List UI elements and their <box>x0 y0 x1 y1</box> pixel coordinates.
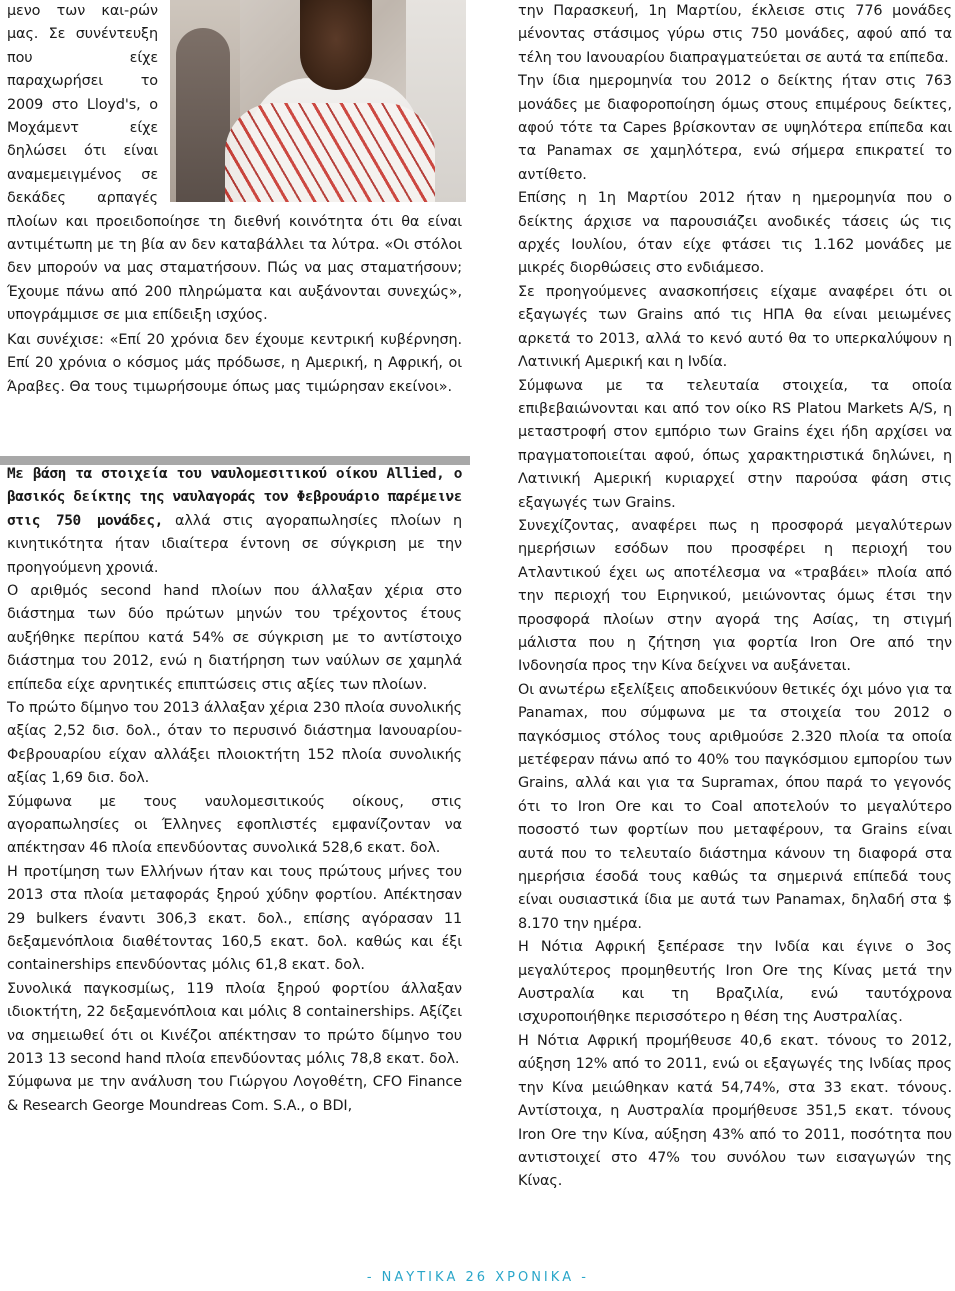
page-footer <box>0 1270 955 1285</box>
lead-paragraph <box>7 463 462 580</box>
paragraph: Την ίδια ημερομηνία του 2012 ο δείκτης ήταν στις 763 μονάδες με διαφοροποίηση όμως στους επιμέρους δείκτες, αφού τότε τα Capes βρίσκονταν σε υψηλότερα επίπεδα και τα Panamax σε χαμηλότερα, ενώ σήμερα επικρατεί το αντίθετο. <box>518 73 952 183</box>
section-divider <box>0 456 470 465</box>
lead-rest: αλλά στις αγοραπωλησίες πλοίων η κινητικότητα ήταν ιδιαίτερα έντονη σε σύγκριση με την προηγούμενη χρονιά. <box>7 512 462 576</box>
lead-bold: Με βάση τα στοιχεία του ναυλομεσιτικού οίκου Allied, ο βασικός δείκτης της ναυλαγοράς τον Φεβρουάριο παρέμεινε στις 750 μονάδες, <box>7 465 462 529</box>
footer-prefix: - ΝΑΥΤΙΚΑ <box>366 1270 466 1285</box>
paragraph: Η προτίμηση των Ελλήνων ήταν και τους πρώτους μήνες του 2013 στα πλοία μεταφοράς ξηρού χύδην φορτίου. Απέκτησαν 29 bulkers έναντι 306,3 εκατ. δολ., επίσης αγόρασαν 11 δεξαμενόπλοια διαθέτοντας 160,5 εκατ. δολ. καθώς και έξι containerships επενδύοντας μόλις 61,8 εκατ. δολ. <box>7 863 462 974</box>
paragraph: Σύμφωνα με τα τελευταία στοιχεία, τα οποία επιβεβαιώνονται και από τον οίκο RS Platou Markets A/S, η μεταστροφή στον εμπόριο των Grains έχει ήδη αρχίσει να πραγματοποιείται αφού, όπως χαρακτηριστικά δηλώνει, η Λατινική Αμερική κυριαρχεί στην παρούσα φάση στις εξαγωγές των Grains. <box>518 377 952 511</box>
paragraph: Σύμφωνα με την ανάλυση του Γιώργου Λογοθέτη, CFO Finance & Research George Moundreas Com. S.A., ο BDI, <box>7 1074 462 1114</box>
paragraph: Συνεχίζοντας, αναφέρει πως η προσφορά μεγαλύτερων ημερήσιων εσόδων που προσφέρει η περιοχή του Ατλαντικού έχει ως αποτέλεσμα να «τραβάει» πλοία από την περιοχή του Ειρηνικού, μειώνοντας όμως έτσι την προσφορά πλοίων στην αγορά της Ασίας, τη στιγμή μάλιστα που η ζήτηση για φορτία Iron Ore από την Ινδονησία προς την Κίνα δείχνει να αυξάνεται. <box>518 517 952 675</box>
quote-paragraph: Και συνέχισε: «Επί 20 χρόνια δεν έχουμε κεντρική κυβέρνηση. Επί 20 χρόνια ο κόσμος μάς πρόδωσε, η Αμερική, η Αφρική, οι Άραβες. Θα τους τιμωρήσουμε όπως μας τιμώρησαν εκείνοι». <box>7 331 462 395</box>
paragraph: Σε προηγούμενες ανασκοπήσεις είχαμε αναφέρει ότι οι εξαγωγές των Grains από τις ΗΠΑ θα είναι μειωμένες αρκετά το 2013, αλλά το κενό αυτό θα το υπερκαλύψουν η Λατινική Αμερική και η Ινδία. <box>518 283 952 371</box>
paragraph: μενο των και-ρών μας. Σε συνέντευξη που είχε παραχωρήσει το 2009 στο Lloyd's, ο Μοχάμεντ είχε δηλώσει ότι είναι αναμεμειγμένος σε δεκάδες αρπαγές πλοίων και προειδοποίησε τη διεθνή κοινότητα ότι θα είναι αντιμέτωπη με τη βία αν δεν καταβάλλει τα λύτρα. «Οι στόλοι δεν μπορούν να μας σταματήσουν. Πώς να μας σταματήσουν; Έχουμε πάνω από 200 πληρώματα και αυξάνονται συνεχώς», υπογράμμισε σε μια επίδειξη ισχύος. <box>7 3 462 324</box>
footer-label <box>367 1270 589 1285</box>
paragraph: Σύμφωνα με τους ναυλομεσιτικούς οίκους, στις αγοραπωλησίες οι Έλληνες εφοπλιστές εμφανίζονταν να απέκτησαν 46 πλοία επενδύοντας συνολικά 528,6 εκατ. δολ. <box>7 793 462 857</box>
paragraph: Η Νότια Αφρική ξεπέρασε την Ινδία και έγινε ο 3ος μεγαλύτερος προμηθευτής Iron Ore της Κίνας μετά την Αυστραλία και τη Βραζιλία, ενώ ταυτόχρονα ισχυροποιήθηκε περισσότερο η θέση της Αυστραλίας. <box>518 939 952 1026</box>
paragraph: Συνολικά παγκοσμίως, 119 πλοία ξηρού φορτίου άλλαξαν ιδιοκτήτη, 22 δεξαμενόπλοια και μόλις 8 containerships. Αξίζει να σημειωθεί ότι οι Κινέζοι απέκτησαν το πρώτο δίμηνο του 2013 13 second hand πλοία επενδύοντας μόλις 78,8 εκατ. δολ. <box>7 980 462 1068</box>
paragraph: Επίσης η 1η Μαρτίου 2012 ήταν η ημερομηνία που ο δείκτης άρχισε να παρουσιάζει ανοδικές τάσεις ώς τις αρχές Ιουλίου, όταν είχε φτάσει τις 1.162 μονάδες με μικρές διορθώσεις στο ενδιάμεσο. <box>518 190 952 277</box>
paragraph: Η Νότια Αφρική προμήθευσε 40,6 εκατ. τόνους το 2012, αύξηση 12% από το 2011, ενώ οι εξαγωγές της Ινδίας προς την Κίνα μειώθηκαν κατά 54,74%, στα 33 εκατ. τόνους. Αντίστοιχα, η Αυστραλία προμήθευσε 351,5 εκατ. τόνους Iron Ore την Κίνα, αύξηση 43% από το 2011, ποσότητα που αντιστοιχεί στο 47% του συνόλου των εισαγωγών της Κίνας. <box>518 1032 952 1190</box>
right-column <box>518 0 952 1194</box>
page-number: 26 <box>465 1270 489 1285</box>
left-column <box>7 0 462 1118</box>
article-photo <box>170 0 466 202</box>
footer-suffix: ΧΡΟΝΙΚΑ - <box>488 1270 589 1285</box>
paragraph: Ο αριθμός second hand πλοίων που άλλαξαν χέρια στο διάστημα των δύο πρώτων μηνών του τρέχοντος έτους αυξήθηκε περίπου κατά 54% σε σύγκριση με το αντίστοιχο διάστημα του 2012, ενώ η διατήρηση των ναύλων σε χαμηλά επίπεδα είχε αρνητικές επιπτώσεις στις αξίες των πλοίων. <box>7 582 462 693</box>
paragraph: την Παρασκευή, 1η Μαρτίου, έκλεισε στις 776 μονάδες μένοντας στάσιμος γύρω στις 750 μονάδες, αφού από τα τέλη του Ιανουαρίου διαπραγματεύεται σε αυτά τα επίπεδα. <box>518 3 952 66</box>
paragraph: Οι ανωτέρω εξελίξεις αποδεικνύουν θετικές όχι μόνο για τα Panamax, που σύμφωνα με τα στοιχεία του 2012 ο παγκόσμιος στόλος τους αριθμούσε 2.320 πλοία τα οποία μετέφεραν πάνω από το 40% του παγκόσμιου εμπορίου των Grains, αλλά και για τα Supramax, όπου παρά το γεγονός ότι το Iron Ore και το Coal αποτελούν το μεγαλύτερο ποσοστό των φορτίων που μεταφέρουν, τα Grains είναι αυτά που το τελευταίο διάστημα κάνουν τη διαφορά στα ημερήσια έσοδά τους καθώς τα σημερινά επίπεδά τους είναι ουσιαστικά ίδια με αυτά των Panamax, δηλαδή στα $ 8.170 την ημέρα. <box>518 681 952 932</box>
paragraph: Το πρώτο δίμηνο του 2013 άλλαξαν χέρια 230 πλοία συνολικής αξίας 2,52 δισ. δολ., όταν το περυσινό διάστημα Ιανουαρίου-Φεβρουαρίου είχαν αλλάξει πλοιοκτήτη 152 πλοία συνολικής αξίας 1,69 δισ. δολ. <box>7 699 462 787</box>
